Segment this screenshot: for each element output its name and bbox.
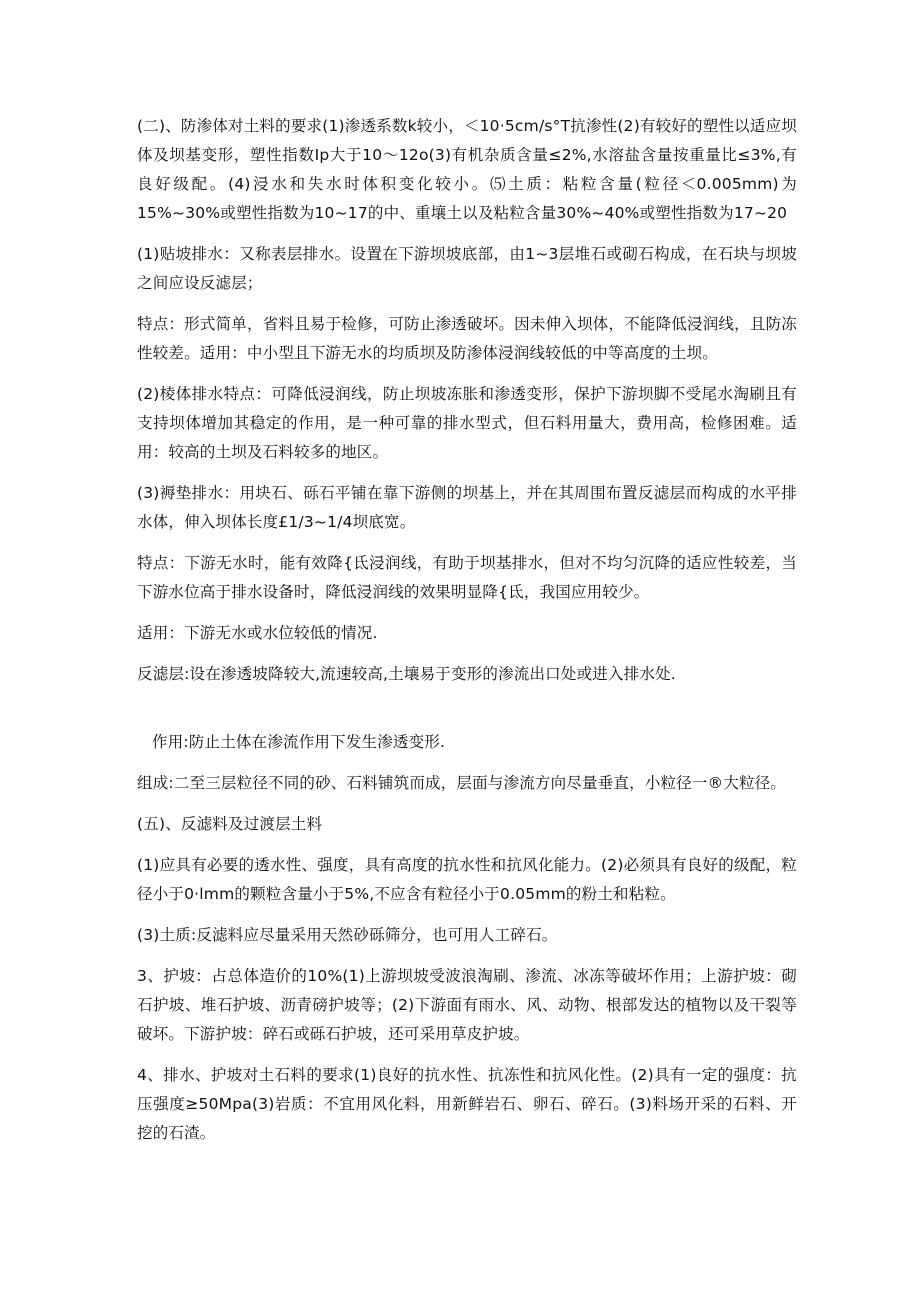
paragraph-blanket-drainage-applicable: 适用：下游无水或水位较低的情况. <box>137 624 378 642</box>
paragraph-blanket-drainage: (3)褥垫排水：用块石、砾石平铺在靠下游侧的坝基上，并在其周围布置反滤层而构成的水平排水体，伸入坝体长度£1/3~1/4坝底宽。 <box>137 484 797 531</box>
spacer <box>137 228 797 240</box>
paragraph-filter-function: 作用:防止土体在渗流作用下发生渗透变形. <box>152 733 446 751</box>
paragraph-seepage-requirements: (二)、防渗体对土料的要求(1)渗透系数k较小，＜10·5cm∕s°T抗渗性(2)有较好的塑性以适应坝体及坝基变形，塑性指数Ip大于10～12o(3)有机杂质含量≤2%,水溶盐含量按重量比≤3%,有良好级配。(4)浸水和失水时体积变化较小。⑸土质：粘粒含量(粒径＜0.005mm)为15%~30%或塑性指数为10~17的中、重壤土以及粘粒含量30%~40%或塑性指数为17~20 <box>137 117 797 222</box>
paragraph-slope-drainage: (1)贴坡排水：又称表层排水。设置在下游坝坡底部，由1~3层堆石或砌石构成，在石块与坝坡之间应设反滤层； <box>137 245 797 292</box>
paragraph-slope-drainage-features: 特点：形式简单，省料且易于检修，可防止渗透破坏。因未伸入坝体，不能降低浸润线，且防冻性较差。适用：中小型且下游无水的均质坝及防渗体浸润线较低的中等高度的土坝。 <box>137 315 797 362</box>
spacer <box>137 950 797 962</box>
paragraph-filter-composition: 组成:二至三层粒径不同的砂、石料铺筑而成，层面与渗流方向尽量垂直，小粒径一®大粒径。 <box>137 774 787 792</box>
paragraph-filter-soil-quality: (3)土质:反滤料应尽量采用天然砂砾筛分，也可用人工碎石。 <box>137 926 558 944</box>
spacer <box>137 298 797 310</box>
spacer <box>137 537 797 549</box>
spacer <box>137 467 797 479</box>
paragraph-blanket-drainage-features: 特点：下游无水时，能有效降{氐浸润线，有助于坝基排水，但对不均匀沉降的适应性较差，当下游水位高于排水设备时，降低浸润线的效果明显降{氐，我国应用较少。 <box>137 554 797 601</box>
paragraph-slope-protection: 3、护坡：占总体造价的10%(1)上游坝坡受波浪淘刷、渗流、冰冻等破坏作用；上游护坡：砌石护坡、堆石护坡、沥青磅护坡等；(2)下游面有雨水、风、动物、根部发达的植物以及干裂等破坏。下游护坡：碎石或砾石护坡，还可采用草皮护坡。 <box>137 967 797 1043</box>
paragraph-prism-drainage: (2)棱体排水特点：可降低浸润线，防止坝坡冻胀和渗透变形，保护下游坝脚不受尾水淘刷且有支持坝体增加其稳定的作用，是一种可靠的排水型式，但石料用量大，费用高，检修困难。适用：较高的土坝及石料较多的地区。 <box>137 385 797 461</box>
spacer <box>137 798 797 810</box>
spacer <box>137 368 797 380</box>
paragraph-stone-requirements: 4、排水、护坡对土石料的要求(1)良好的抗水性、抗冻性和抗风化性。(2)具有一定的强度：抗压强度≥50Mpa(3)岩质：不宜用风化料，用新鲜岩石、卵石、碎石。(3)料场开采的石料、开挖的石渣。 <box>137 1066 797 1142</box>
spacer <box>137 757 797 769</box>
spacer <box>137 839 797 851</box>
spacer <box>137 648 797 660</box>
paragraph-filter-material-requirements: (1)应具有必要的透水性、强度，具有高度的抗水性和抗风化能力。(2)必须具有良好的级配，粒径小于0·lmm的颗粒含量小于5%,不应含有粒径小于0.05mm的粉土和粘粒。 <box>137 856 797 903</box>
paragraph-filter-layer: 反滤层:设在渗透坡降较大,流速较高,土壤易于变形的渗流出口处或进入排水处. <box>137 665 676 683</box>
spacer <box>137 1049 797 1061</box>
spacer <box>137 689 797 728</box>
spacer <box>137 607 797 619</box>
spacer <box>137 909 797 921</box>
document-body <box>137 112 797 1148</box>
section-heading-filter-materials: (五)、反滤料及过渡层土料 <box>137 815 323 833</box>
